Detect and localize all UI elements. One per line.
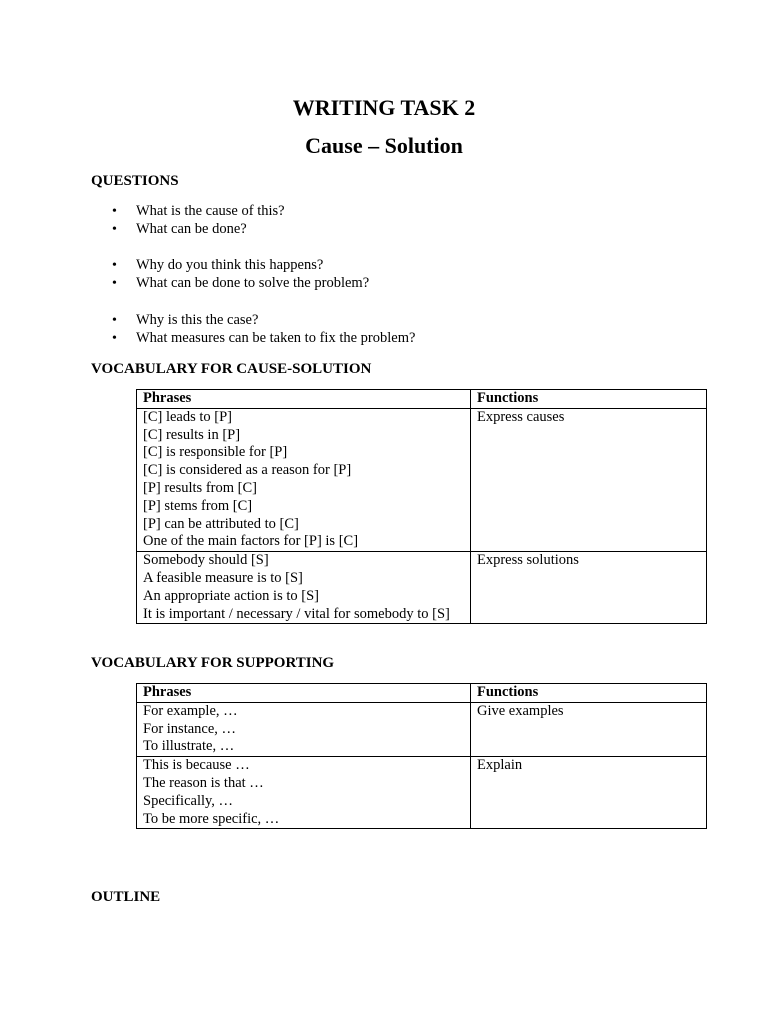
question-item: • Why do you think this happens? — [112, 257, 369, 275]
phrase: To be more specific, … — [143, 810, 280, 827]
phrase: One of the main factors for [P] is [C] — [143, 533, 359, 550]
phrase: [C] is considered as a reason for [P] — [143, 462, 352, 479]
phrase: The reason is that … — [143, 774, 264, 791]
question-group-1 — [112, 203, 285, 238]
column-header-functions: Functions — [471, 684, 707, 703]
phrase: Somebody should [S] — [143, 552, 269, 569]
question-item: • What measures can be taken to fix the problem? — [112, 330, 415, 348]
table-header-row — [137, 684, 707, 703]
phrase: To illustrate, … — [143, 738, 235, 755]
phrase: This is because … — [143, 757, 250, 774]
phrase: [C] is responsible for [P] — [143, 444, 288, 461]
function-cell: Express solutions — [471, 552, 707, 624]
phrase: [C] results in [P] — [143, 426, 241, 443]
table-row — [137, 757, 707, 829]
table-header-row — [137, 390, 707, 409]
table-row — [137, 408, 707, 551]
column-header-functions: Functions — [471, 390, 707, 409]
document-subtitle: Cause – Solution — [305, 133, 463, 158]
phrases-cell — [137, 552, 471, 624]
phrases-cell — [137, 408, 471, 551]
phrase: A feasible measure is to [S] — [143, 569, 303, 586]
phrases-cell — [137, 702, 471, 756]
document-title: WRITING TASK 2 — [292, 95, 476, 120]
column-header-phrases: Phrases — [137, 684, 471, 703]
phrase: For example, … — [143, 702, 238, 719]
outline-heading: OUTLINE — [91, 889, 161, 905]
vocab-cause-table — [136, 389, 707, 624]
function-cell: Express causes — [471, 408, 707, 551]
phrase: [P] stems from [C] — [143, 497, 253, 514]
vocab-support-heading: VOCABULARY FOR SUPPORTING — [91, 655, 335, 671]
phrases-cell — [137, 757, 471, 829]
phrase: Specifically, … — [143, 792, 234, 809]
question-item: • What is the cause of this? — [112, 203, 285, 221]
question-item: • What can be done to solve the problem? — [112, 275, 369, 293]
table-row — [137, 702, 707, 756]
vocab-cause-heading: VOCABULARY FOR CAUSE-SOLUTION — [91, 361, 372, 377]
table-row — [137, 552, 707, 624]
question-item: • What can be done? — [112, 221, 285, 239]
vocab-support-table — [136, 683, 707, 829]
phrase: [P] can be attributed to [C] — [143, 515, 299, 532]
question-group-3 — [112, 312, 415, 347]
question-group-2 — [112, 257, 369, 292]
function-cell: Give examples — [471, 702, 707, 756]
question-item: • Why is this the case? — [112, 312, 415, 330]
phrase: For instance, … — [143, 720, 237, 737]
phrase: An appropriate action is to [S] — [143, 587, 319, 604]
phrase: It is important / necessary / vital for somebody to [S] — [143, 605, 450, 622]
phrase: [C] leads to [P] — [143, 408, 232, 425]
questions-heading: QUESTIONS — [91, 173, 179, 189]
function-cell: Explain — [471, 757, 707, 829]
column-header-phrases: Phrases — [137, 390, 471, 409]
phrase: [P] results from [C] — [143, 479, 257, 496]
